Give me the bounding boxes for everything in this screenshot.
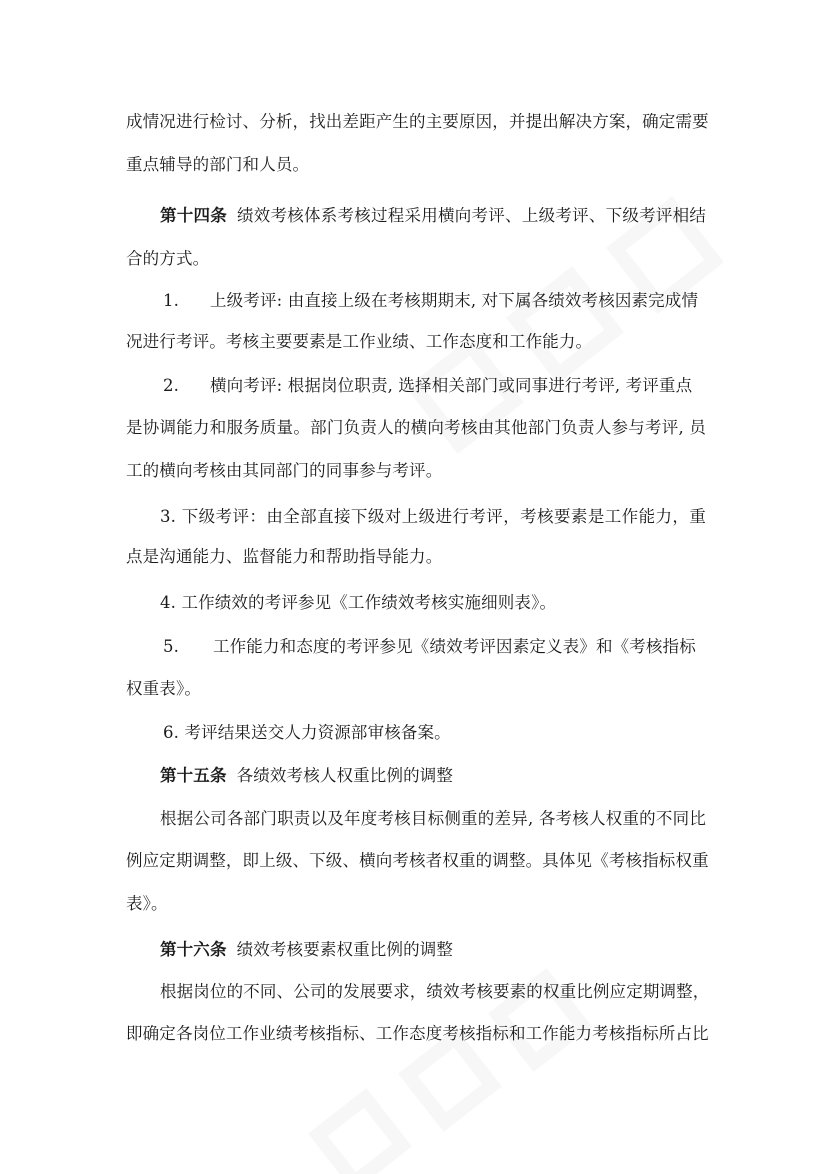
item-1-number: 1. [163, 291, 180, 310]
item-2-number: 2. [163, 376, 180, 395]
article-16-title: 第十六条 [160, 940, 227, 959]
article-14-line: 合的方式。 [126, 249, 210, 268]
article-15-heading [160, 764, 706, 788]
item-2-line [163, 374, 709, 398]
item-1-text: 上级考评: 由直接上级在考核期期末, 对下属各绩效考核因素完成情 [210, 291, 699, 310]
paragraph-line: 重点辅导的部门和人员。 [126, 155, 310, 174]
article-15-line: 根据公司各部门职责以及年度考核目标侧重的差异, 各考核人权重的不同比 [160, 809, 706, 828]
article-14-title: 第十四条 [160, 206, 228, 225]
item-5-number: 5. [163, 637, 180, 656]
article-16-line: 即确定各岗位工作业绩考核指标、工作态度考核指标和工作能力考核指标所占比 [126, 1024, 709, 1043]
item-3-line: 点是沟通能力、监督能力和帮助指导能力。 [126, 547, 443, 566]
item-1-line [163, 289, 709, 313]
article-15-line: 表》。 [126, 894, 168, 913]
article-15-heading-text: 各绩效考核人权重比例的调整 [236, 766, 454, 785]
item-4-line: 4. 工作绩效的考评参见《工作绩效考核实施细则表》。 [160, 593, 557, 612]
item-5-line [163, 635, 709, 659]
article-15-title: 第十五条 [160, 766, 227, 785]
item-5-text: 工作能力和态度的考评参见《绩效考评因素定义表》和《考核指标 [213, 637, 696, 656]
item-2-line: 是协调能力和服务质量。部门负责人的横向考核由其他部门负责人参与考评, 员 [126, 418, 706, 437]
article-16-heading-text: 绩效考核要素权重比例的调整 [236, 940, 454, 959]
article-14-text: 绩效考核体系考核过程采用横向考评、上级考评、下级考评相结 [237, 206, 706, 225]
paragraph-line: 成情况进行检讨、分析，找出差距产生的主要原因，并提出解决方案，确定需要 [126, 112, 709, 131]
item-2-text: 横向考评: 根据岗位职责, 选择相关部门或同事进行考评, 考评重点 [210, 376, 693, 395]
item-1-line: 况进行考评。考核主要要素是工作业绩、工作态度和工作能力。 [126, 332, 593, 351]
article-15-line: 例应定期调整，即上级、下级、横向考核者权重的调整。具体见《考核指标权重 [126, 851, 709, 870]
article-14-line [160, 204, 706, 228]
article-16-heading [160, 938, 706, 962]
item-3-line: 3. 下级考评：由全部直接下级对上级进行考评，考核要素是工作能力，重 [160, 507, 706, 526]
article-16-line: 根据岗位的不同、公司的发展要求，绩效考核要素的权重比例应定期调整， [160, 982, 710, 1001]
item-5-line: 权重表》。 [126, 679, 201, 698]
item-2-line: 工的横向考核由其同部门的同事参与考评。 [126, 461, 443, 480]
item-6-line: 6. 考评结果送交人力资源部审核备案。 [163, 723, 451, 742]
